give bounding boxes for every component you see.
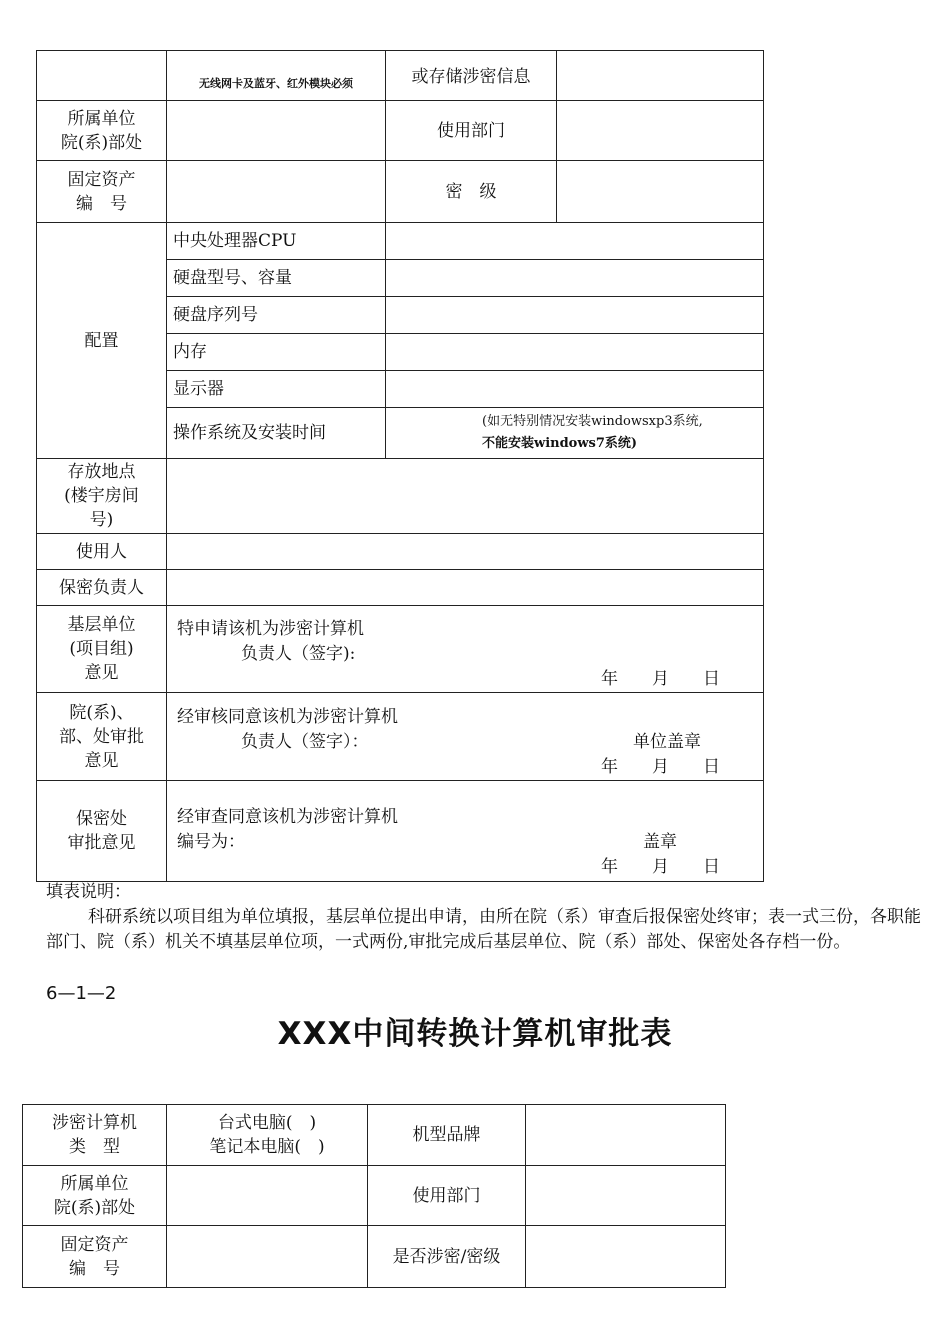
config-value-display[interactable] xyxy=(386,371,764,408)
asset-label-2: 固定资产 编 号 xyxy=(23,1226,167,1288)
grassroots-opinion-cell[interactable] xyxy=(167,606,764,693)
unit-value-2[interactable] xyxy=(167,1166,368,1226)
os-note-cell[interactable] xyxy=(386,408,764,459)
unit-value[interactable] xyxy=(167,101,386,161)
location-label: 存放地点 (楼宇房间 号) xyxy=(37,459,167,534)
form-code: 6—1—2 xyxy=(46,983,117,1004)
user-value[interactable] xyxy=(167,534,764,570)
config-item-memory: 内存 xyxy=(167,334,386,371)
laptop-option[interactable]: 笔记本电脑( ) xyxy=(209,1137,325,1157)
asset-value[interactable] xyxy=(167,161,386,223)
location-value[interactable] xyxy=(167,459,764,534)
grassroots-date: 年 月 日 xyxy=(601,669,720,689)
brand-value[interactable] xyxy=(526,1105,726,1166)
office-date: 年 月 日 xyxy=(601,857,720,877)
config-item-os: 操作系统及安装时间 xyxy=(167,408,386,459)
storage-note-cell xyxy=(386,51,557,101)
grassroots-sign: 负责人（签字): xyxy=(241,644,356,664)
asset-value-2[interactable] xyxy=(167,1226,368,1288)
grassroots-text: 特申请该机为涉密计算机 xyxy=(177,619,364,639)
config-label: 配置 xyxy=(37,223,167,459)
secret-level-value[interactable] xyxy=(557,161,764,223)
college-sign: 负责人（签字）： xyxy=(241,732,369,752)
notes-body: 科研系统以项目组为单位填报，基层单位提出申请，由所在院（系）审查后报保密处终审；表一式三份，各职能部门、院（系）机关不填基层单位项，一式两份,审批完成后基层单位、院（系）部处、保密处各存档一份。 xyxy=(46,907,921,952)
college-date: 年 月 日 xyxy=(601,757,720,777)
notes-heading: 填表说明： xyxy=(46,882,131,902)
secrecy-owner-label: 保密负责人 xyxy=(37,570,167,606)
blank-cell xyxy=(37,51,167,101)
config-item-display: 显示器 xyxy=(167,371,386,408)
dept-value[interactable] xyxy=(557,101,764,161)
college-seal: 单位盖章 xyxy=(633,732,701,752)
secret-label-2: 是否涉密/密级 xyxy=(368,1226,526,1288)
asset-label: 固定资产 编 号 xyxy=(37,161,167,223)
office-text: 经审查同意该机为涉密计算机 xyxy=(177,807,398,827)
config-item-disk-serial: 硬盘序列号 xyxy=(167,297,386,334)
dept-label: 使用部门 xyxy=(386,101,557,161)
unit-label-2: 所属单位 院(系)部处 xyxy=(23,1166,167,1226)
form-notes xyxy=(46,880,936,955)
unit-label: 所属单位 院(系)部处 xyxy=(37,101,167,161)
storage-note: 或存储涉密信息 xyxy=(411,67,531,87)
desktop-option[interactable]: 台式电脑( ) xyxy=(217,1113,317,1133)
college-opinion-label: 院(系)、 部、处审批 意见 xyxy=(37,693,167,781)
secret-value-2[interactable] xyxy=(526,1226,726,1288)
college-text: 经审核同意该机为涉密计算机 xyxy=(177,707,398,727)
computer-approval-table xyxy=(36,50,764,882)
office-opinion-cell[interactable] xyxy=(167,781,764,882)
config-item-cpu: 中央处理器CPU xyxy=(167,223,386,260)
config-item-disk: 硬盘型号、容量 xyxy=(167,260,386,297)
config-value-memory[interactable] xyxy=(386,334,764,371)
os-note-line2: 不能安装windows7系统) xyxy=(482,436,638,451)
computer-type-options[interactable] xyxy=(167,1105,368,1166)
secret-level-label: 密 级 xyxy=(386,161,557,223)
config-value-disk-serial[interactable] xyxy=(386,297,764,334)
office-opinion-label: 保密处 审批意见 xyxy=(37,781,167,882)
wireless-note-cell xyxy=(167,51,386,101)
wireless-note: 无线网卡及蓝牙、红外模块必须 xyxy=(199,77,353,90)
dept-label-2: 使用部门 xyxy=(368,1166,526,1226)
office-seal: 盖章 xyxy=(643,832,677,852)
dept-value-2[interactable] xyxy=(526,1166,726,1226)
config-value-cpu[interactable] xyxy=(386,223,764,260)
college-opinion-cell[interactable] xyxy=(167,693,764,781)
os-note-line1: (如无特别情况安装windowsxp3系统, xyxy=(482,414,703,429)
office-number: 编号为： xyxy=(177,832,245,852)
grassroots-opinion-label: 基层单位 (项目组) 意见 xyxy=(37,606,167,693)
secrecy-owner-value[interactable] xyxy=(167,570,764,606)
user-label: 使用人 xyxy=(37,534,167,570)
blank-cell[interactable] xyxy=(557,51,764,101)
transfer-computer-table xyxy=(22,1104,726,1288)
config-value-disk[interactable] xyxy=(386,260,764,297)
brand-label: 机型品牌 xyxy=(368,1105,526,1166)
computer-type-label: 涉密计算机 类 型 xyxy=(23,1105,167,1166)
form2-title: XXX中间转换计算机审批表 xyxy=(277,1016,673,1052)
